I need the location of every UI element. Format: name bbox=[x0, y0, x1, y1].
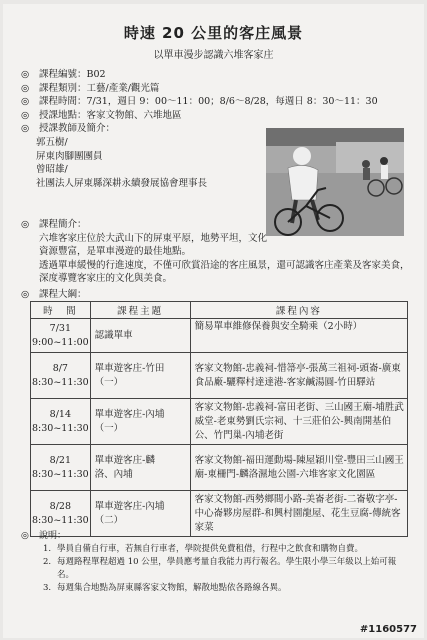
bullet-icon: ◎ bbox=[21, 123, 30, 135]
session-date: 8/14 bbox=[49, 408, 71, 420]
session-topic-cell bbox=[90, 399, 190, 445]
note-number: 3. bbox=[43, 583, 52, 593]
session-topic-cell bbox=[90, 445, 190, 491]
bullet-icon: ◎ bbox=[21, 96, 30, 108]
session-time-cell bbox=[31, 353, 91, 399]
session-hours: 9:00~11:00 bbox=[32, 336, 89, 348]
notes-label: 說明： bbox=[39, 531, 67, 541]
notes-section bbox=[21, 530, 411, 595]
session-hours: 8:30~11:30 bbox=[32, 468, 89, 480]
teachers-label: 授課教師及簡介： bbox=[39, 123, 116, 135]
page-subtitle: 以單車漫步認識六堆客家庄 bbox=[153, 50, 274, 61]
outline-label: 課程大綱： bbox=[39, 289, 87, 300]
session-topic: （二） bbox=[94, 514, 124, 526]
header-time: 時 間 bbox=[31, 302, 91, 319]
table-header-row bbox=[31, 302, 408, 319]
session-content: 客家文物館-忠義祠-富田老街、三山國王廟-埔胜武威堂-老東勢劉氏宗祠、十三莊伯公-興南開基伯公、竹門巢-內埔老街 bbox=[190, 399, 407, 445]
session-topic: 單車遊客庄-麟 bbox=[94, 454, 155, 466]
note-item bbox=[21, 556, 411, 582]
session-topic: 單車遊客庄-竹田 bbox=[94, 362, 165, 374]
course-code: 課程編號：B02 bbox=[39, 69, 106, 80]
course-code-row bbox=[21, 68, 266, 82]
session-time-cell bbox=[31, 399, 91, 445]
intro-paragraph: 透過單車緩慢的行進速度，不僅可欣賞沿途的客庄風景，還可認識客庄產業及客家美食，深度導覽客家庄的文化與美食。 bbox=[39, 259, 410, 285]
session-date: 7/31 bbox=[49, 322, 71, 334]
note-item bbox=[21, 543, 411, 556]
session-date: 8/28 bbox=[49, 500, 71, 512]
intro-paragraph: 六堆客家庄位於大武山下的屏東平原，地勢平坦，文化資源豐富，是單車漫遊的最佳地點。 bbox=[39, 232, 268, 258]
bullet-icon: ◎ bbox=[21, 219, 30, 230]
bullet-icon: ◎ bbox=[21, 69, 30, 80]
session-hours: 8:30~11:30 bbox=[32, 514, 89, 526]
intro-label-row bbox=[21, 218, 411, 232]
note-number: 1. bbox=[43, 544, 52, 554]
table-row bbox=[31, 353, 408, 399]
session-time-cell bbox=[31, 319, 91, 353]
header-content: 課程內容 bbox=[190, 302, 407, 319]
course-intro bbox=[21, 218, 411, 286]
bullet-icon: ◎ bbox=[21, 109, 30, 121]
session-topic-cell bbox=[90, 353, 190, 399]
session-content: 客家文物館-福田運動場-陳屋穎川堂-豐田三山國王廟-東柵門-麟洛濕地公園-六堆客家文化園區 bbox=[190, 445, 407, 491]
course-time-row bbox=[21, 95, 378, 109]
session-topic: 洛、內埔 bbox=[94, 468, 133, 480]
teacher-line: 屏東肉腳團團員 bbox=[36, 150, 103, 162]
bullet-icon: ◎ bbox=[21, 289, 30, 300]
session-topic-cell bbox=[90, 319, 190, 353]
note-text: 每週集合地點為屏東縣客家文物館，解散地點依各路線各異。 bbox=[57, 583, 287, 593]
image-watermark: #1160577 bbox=[359, 624, 417, 635]
session-content: 簡易單車維修保養與安全騎乘（2小時） bbox=[190, 319, 407, 353]
bullet-icon: ◎ bbox=[21, 531, 29, 541]
session-hours: 8:30~11:30 bbox=[32, 422, 89, 434]
course-info bbox=[21, 68, 378, 190]
course-category: 課程類別：工藝/產業/觀光篇 bbox=[39, 82, 160, 94]
session-hours: 8:30~11:30 bbox=[32, 376, 89, 388]
session-date: 8/21 bbox=[49, 454, 71, 466]
teacher-line: 曾昭雄/ bbox=[36, 164, 68, 176]
note-number: 2. bbox=[43, 557, 52, 567]
course-time: 課程時間：7/31，週日 9：00～11：00；8/6～8/28，每週日 8：30～11：30 bbox=[39, 96, 378, 108]
session-content: 客家文物館-忠義祠-惜箒亭-張萬三祖祠-頭崙-廣東食品廠-驪釋村達達港-客家鹹湯圓-竹田驛站 bbox=[190, 353, 407, 399]
course-schedule-table bbox=[30, 301, 408, 537]
session-topic: （一） bbox=[94, 422, 124, 434]
teachers-label-row bbox=[21, 122, 266, 136]
session-content: 客家文物館-西勢鄉間小路-美崙老街-二崙敬字亭-中心崙夥房屋群-和興村園龍屋、花生豆腐-傳統客家菜 bbox=[190, 491, 407, 537]
session-topic: 認識單車 bbox=[94, 329, 133, 341]
bullet-icon: ◎ bbox=[21, 82, 30, 94]
course-category-row bbox=[21, 82, 266, 96]
session-date: 8/7 bbox=[52, 362, 68, 374]
session-topic: 單車遊客庄-內埔 bbox=[94, 500, 165, 512]
note-text: 每週路程單程超過 10 公里，學員應考量自我能力再行報名。學生限小學三年級以上始可報名。 bbox=[57, 557, 397, 580]
notes-label-row bbox=[21, 530, 411, 543]
page-title: 時速 20 公里的客庄風景 bbox=[123, 24, 304, 42]
teacher-line: 郭五樹/ bbox=[36, 136, 68, 148]
table-row bbox=[31, 399, 408, 445]
course-location-row bbox=[21, 109, 266, 123]
outline-label-row bbox=[21, 286, 87, 300]
session-topic: 單車遊客庄-內埔 bbox=[94, 408, 165, 420]
intro-label: 課程簡介： bbox=[39, 219, 87, 230]
note-text: 學員自備自行車，若無自行車者，學院提供免費租借，行程中之飲食和購物自費。 bbox=[57, 544, 364, 554]
header-topic: 課程主題 bbox=[90, 302, 190, 319]
table-row bbox=[31, 445, 408, 491]
session-time-cell bbox=[31, 445, 91, 491]
teacher-line: 社團法人屏東縣深耕永續發展協會理事長 bbox=[36, 177, 208, 189]
session-topic: （一） bbox=[94, 376, 124, 388]
course-location: 授課地點：客家文物館、六堆地區 bbox=[39, 109, 182, 121]
note-item bbox=[21, 582, 411, 595]
table-row bbox=[31, 319, 408, 353]
